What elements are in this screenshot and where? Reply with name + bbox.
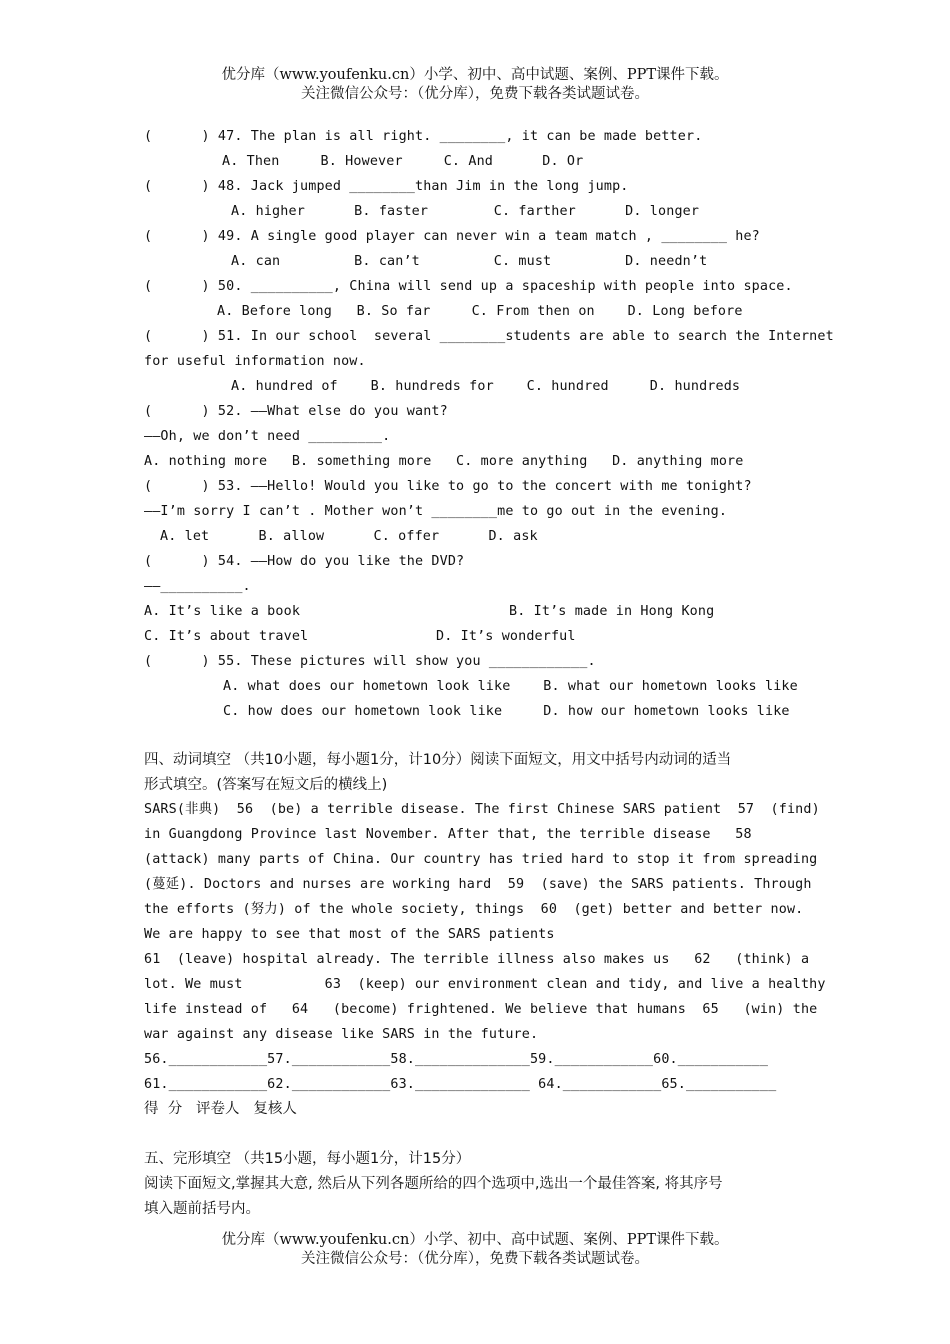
question-54: ( ) 54. ——How do you like the DVD? — [144, 554, 465, 569]
passage-line: in Guangdong Province last November. After that, the terrible disease 58 — [144, 827, 752, 842]
page-footer — [0, 1231, 950, 1269]
passage-line: 61 (leave) hospital already. The terrible illness also makes us 62 (think) a — [144, 952, 810, 967]
passage-line: the efforts (努力) of the whole society, things 60 (get) better and better now. — [144, 902, 804, 917]
question-53: ( ) 53. ——Hello! Would you like to go to the concert with me tonight? — [144, 479, 752, 494]
question-52: ( ) 52. ——What else do you want? — [144, 404, 448, 419]
passage-line: war against any disease like SARS in the future. — [144, 1027, 539, 1042]
question-50-options: A. Before long B. So far C. From then on D. Long before — [217, 304, 743, 319]
question-51: ( ) 51. In our school several ________students are able to search the Internet — [144, 329, 834, 344]
section-5-instructions-cont: 填入题前括号内。 — [144, 1201, 260, 1217]
question-54-option-b: B. It’s made in Hong Kong — [509, 604, 715, 619]
section-4-title: 四、动词填空 （共10小题，每小题1分，计10分）阅读下面短文，用文中括号内动词的适当 — [144, 752, 732, 768]
question-47: ( ) 47. The plan is all right. ________, it can be made better. — [144, 129, 703, 144]
question-54-reply: ——__________. — [144, 579, 251, 594]
question-54-option-d: D. It’s wonderful — [436, 629, 576, 644]
section-4-title-cont: 形式填空。(答案写在短文后的横线上) — [144, 777, 388, 793]
question-54-option-a: A. It’s like a book — [144, 604, 301, 619]
question-50: ( ) 50. __________, China will send up a spaceship with people into space. — [144, 279, 793, 294]
footer-line-1: 优分库（www.youfenku.cn）小学、初中、高中试题、案例、PPT课件下载。 — [221, 1232, 729, 1248]
question-55-options-cd: C. how does our hometown look like D. how our hometown looks like — [223, 704, 790, 719]
passage-line: (attack) many parts of China. Our country has tried hard to stop it from spreading — [144, 852, 818, 867]
question-55-options-ab: A. what does our hometown look like B. what our hometown looks like — [223, 679, 798, 694]
score-row: 得 分 评卷人 复核人 — [144, 1101, 297, 1117]
question-53-options: A. let B. allow C. offer D. ask — [160, 529, 538, 544]
passage-line: lot. We must 63 (keep) our environment clean and tidy, and live a healthy — [144, 977, 826, 992]
question-55: ( ) 55. These pictures will show you ____________. — [144, 654, 596, 669]
header-line-1: 优分库（www.youfenku.cn）小学、初中、高中试题、案例、PPT课件下载。 — [221, 67, 729, 83]
question-51-continued: for useful information now. — [144, 354, 366, 369]
question-51-options: A. hundred of B. hundreds for C. hundred D. hundreds — [231, 379, 741, 394]
page-header — [0, 66, 950, 104]
section-5-instructions: 阅读下面短文,掌握其大意, 然后从下列各题所给的四个选项中,选出一个最佳答案, 将其序号 — [144, 1176, 723, 1192]
answer-blanks-61-65[interactable]: 61.____________62.____________63.______________ 64.____________65.___________ — [144, 1077, 777, 1092]
question-48-options: A. higher B. faster C. farther D. longer — [231, 204, 700, 219]
question-49: ( ) 49. A single good player can never win a team match , ________ he? — [144, 229, 760, 244]
section-5-title: 五、完形填空 （共15小题，每小题1分，计15分） — [144, 1151, 471, 1167]
passage-line: (蔓延). Doctors and nurses are working hard 59 (save) the SARS patients. Through — [144, 877, 812, 892]
footer-line-2: 关注微信公众号：（优分库），免费下载各类试题试卷。 — [301, 1251, 649, 1267]
answer-blanks-56-60[interactable]: 56.____________57.____________58.______________59.____________60.___________ — [144, 1052, 769, 1067]
question-47-options: A. Then B. However C. And D. Or — [222, 154, 584, 169]
question-52-options: A. nothing more B. something more C. more anything D. anything more — [144, 454, 744, 469]
passage-line: life instead of 64 (become) frightened. We believe that humans 65 (win) the — [144, 1002, 818, 1017]
question-48: ( ) 48. Jack jumped ________than Jim in the long jump. — [144, 179, 629, 194]
question-54-option-c: C. It’s about travel — [144, 629, 309, 644]
question-53-reply: ——I’m sorry I can’t . Mother won’t ________me to go out in the evening. — [144, 504, 728, 519]
passage-line: We are happy to see that most of the SARS patients — [144, 927, 555, 942]
question-49-options: A. can B. can’t C. must D. needn’t — [231, 254, 708, 269]
question-52-reply: ——Oh, we don’t need _________. — [144, 429, 391, 444]
passage-line: SARS(非典) 56 (be) a terrible disease. The first Chinese SARS patient 57 (find) — [144, 802, 820, 817]
header-line-2: 关注微信公众号：（优分库），免费下载各类试题试卷。 — [301, 86, 649, 102]
